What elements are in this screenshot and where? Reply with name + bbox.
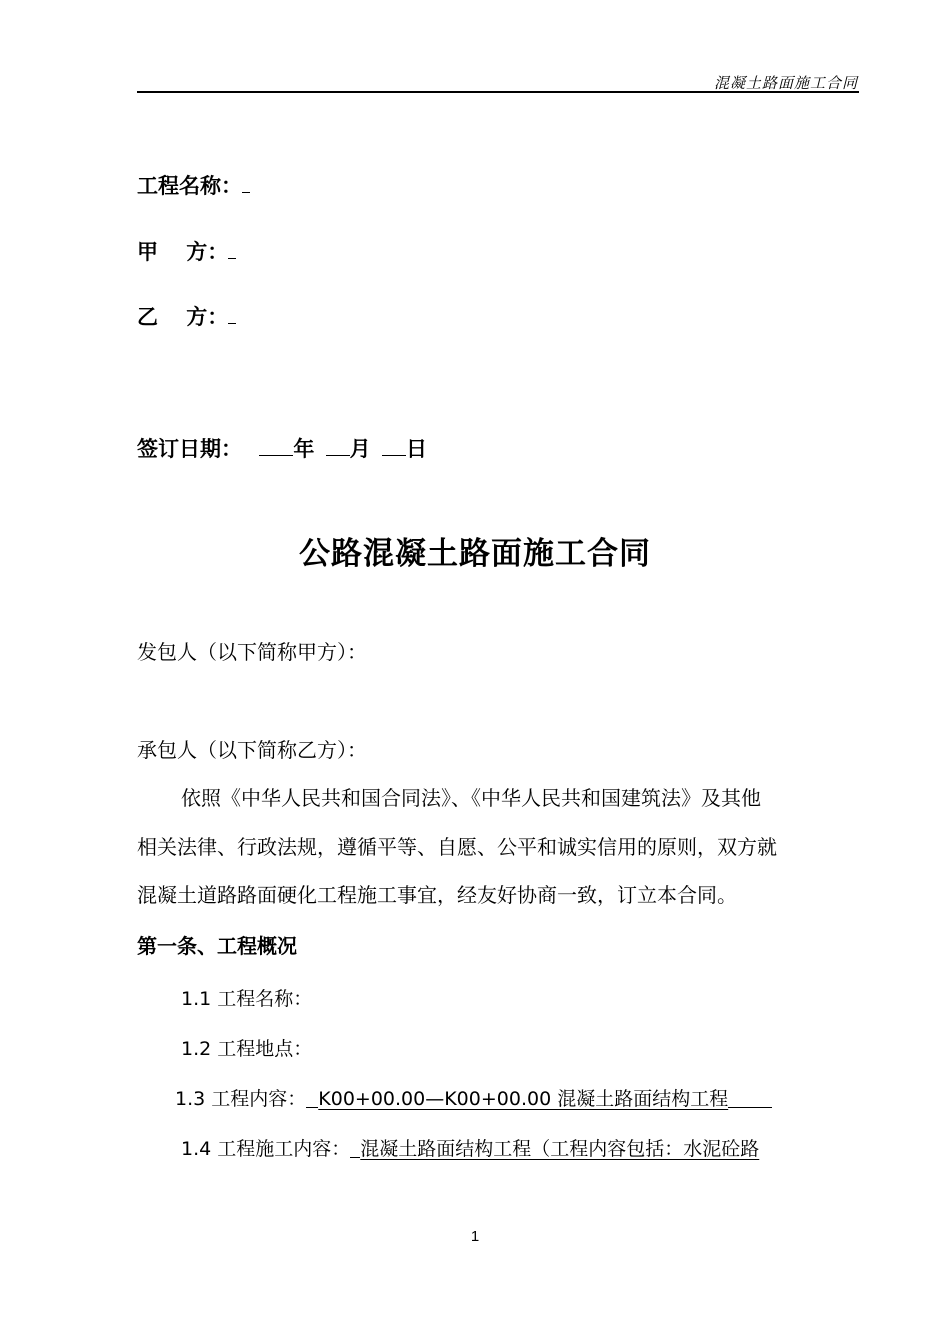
- project-name-blank: [242, 174, 250, 193]
- header-rule: [137, 91, 859, 93]
- section-1-heading: 第一条、工程概况: [137, 934, 297, 958]
- party-b-blank: [228, 305, 236, 324]
- item-1-3: [175, 1084, 772, 1111]
- item-1-3-gap: [306, 1088, 318, 1108]
- item-1-2-label: 1.2 工程地点：: [181, 1038, 313, 1060]
- preamble-line-1: 依照《中华人民共和国合同法》、《中华人民共和国建筑法》及其他: [181, 786, 761, 810]
- item-1-3-tail: [728, 1088, 772, 1108]
- item-1-4: [181, 1134, 759, 1161]
- project-name-label: 工程名称：: [137, 174, 242, 198]
- project-name-line: [137, 170, 250, 200]
- sign-date-label: 签订日期：: [137, 437, 242, 461]
- preamble-line-2: 相关法律、行政法规，遵循平等、自愿、公平和诚实信用的原则，双方就: [137, 834, 777, 859]
- month-blank: [326, 437, 350, 456]
- sign-date-line: [137, 433, 427, 463]
- month-label: 月: [349, 437, 371, 461]
- page-number: 1: [470, 1228, 480, 1245]
- item-1-4-label: 1.4 工程施工内容：: [181, 1138, 351, 1160]
- year-blank: [259, 437, 293, 456]
- day-blank: [382, 437, 406, 456]
- item-1-4-gap: [350, 1138, 360, 1158]
- item-1-3-value: K00+00.00—K00+00.00 混凝土路面结构工程: [318, 1088, 729, 1110]
- party-b-line: [137, 301, 236, 331]
- contract-title: 公路混凝土路面施工合同: [299, 536, 651, 572]
- employer-line: 发包人（以下简称甲方）：: [137, 640, 367, 664]
- party-a-label: 甲 方：: [137, 240, 229, 264]
- item-1-1: [181, 984, 312, 1011]
- party-a-line: [137, 236, 236, 266]
- day-label: 日: [405, 437, 427, 461]
- item-1-4-value: 混凝土路面结构工程（工程内容包括：水泥砼路: [360, 1138, 760, 1160]
- item-1-2: [181, 1034, 312, 1061]
- party-b-label: 乙 方：: [137, 305, 229, 329]
- party-a-blank: [228, 240, 236, 259]
- running-header: 混凝土路面施工合同: [713, 74, 858, 92]
- item-1-3-label: 1.3 工程内容：: [175, 1088, 307, 1110]
- preamble-paragraph: [137, 774, 859, 920]
- contractor-line: 承包人（以下简称乙方）：: [137, 738, 367, 762]
- preamble-line-3: 混凝土道路路面硬化工程施工事宜，经友好协商一致，订立本合同。: [137, 883, 737, 907]
- year-label: 年: [293, 437, 315, 461]
- item-1-1-label: 1.1 工程名称：: [181, 988, 313, 1010]
